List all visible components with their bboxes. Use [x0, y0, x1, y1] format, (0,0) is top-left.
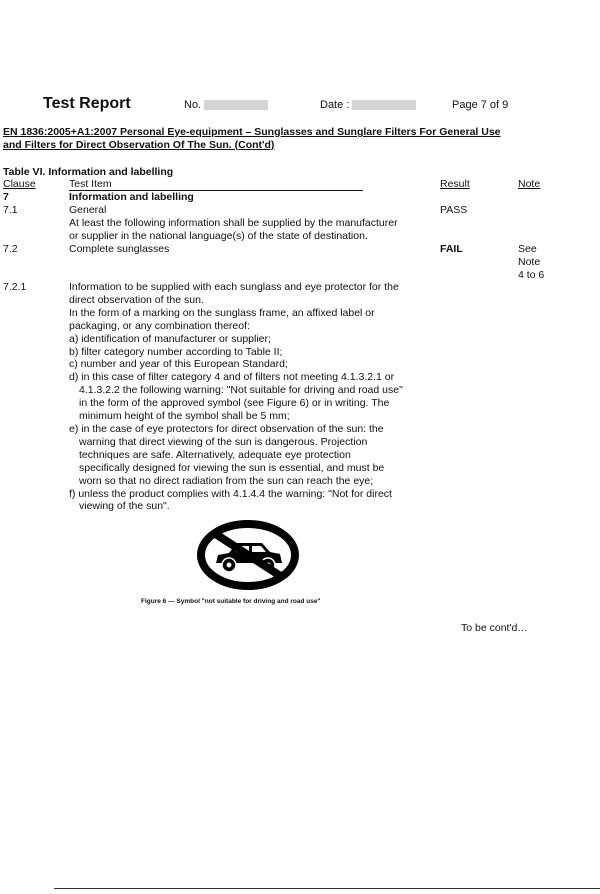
- clause-7-2: 7.2: [3, 243, 18, 255]
- list-item-d-cont: 4.1.3.2.2 the following warning: "Not suitable for driving and road use": [79, 384, 403, 397]
- list-item-d-cont: minimum height of the symbol shall be 5 mm;: [79, 410, 290, 423]
- column-header-result: Result: [440, 178, 470, 190]
- item-7-2-1-text: [69, 281, 439, 513]
- list-item-d-cont: in the form of the approved symbol (see Figure 6) or in writing. The: [79, 397, 390, 410]
- list-item-c: c) number and year of this European Standard;: [69, 358, 288, 371]
- clause-7-2-1: 7.2.1: [3, 281, 27, 293]
- text-line: In the form of a marking on the sunglass frame, an affixed label or: [69, 306, 375, 319]
- item-7-1-line3: or supplier in the national language(s) of the state of destination.: [69, 230, 368, 242]
- report-date-label: Date :: [320, 99, 350, 111]
- footer-divider: [54, 888, 600, 889]
- list-item-f: f) unless the product complies with 4.1.4.4 the warning: "Not for direct: [69, 487, 392, 500]
- report-title: Test Report: [43, 95, 131, 112]
- item-7-1-line2: At least the following information shall be supplied by the manufacturer: [69, 217, 398, 229]
- column-header-clause: Clause: [3, 178, 36, 190]
- text-line: Information to be supplied with each sunglass and eye protector for the: [69, 281, 399, 293]
- table-title: Table VI. Information and labelling: [3, 166, 174, 178]
- column-header-test-item: Test Item: [69, 178, 112, 190]
- report-date: [320, 99, 416, 111]
- list-item-e: e) in the case of eye protectors for direct observation of the sun: the: [69, 422, 384, 435]
- text-line: packaging, or any combination thereof:: [69, 319, 250, 332]
- note-7-2-line2: Note: [518, 256, 541, 268]
- list-item-e-cont: techniques are safe. Alternatively, adequate eye protection: [79, 448, 351, 461]
- result-7-2: FAIL: [440, 243, 463, 255]
- redacted-date: [352, 100, 416, 110]
- text-line: direct observation of the sun.: [69, 293, 204, 306]
- standard-title-line2: and Filters for Direct Observation Of The Sun. (Cont'd): [3, 138, 275, 151]
- standard-title-line1: EN 1836:2005+A1:2007 Personal Eye-equipment – Sunglasses and Sunglare Filters For General Use: [3, 126, 501, 138]
- list-item-d: d) in this case of filter category 4 and of filters not meeting 4.1.3.2.1 or: [69, 371, 395, 384]
- redacted-number: [204, 100, 268, 110]
- list-item-f-cont: viewing of the sun".: [79, 500, 170, 513]
- note-7-2-line1: See: [518, 243, 537, 255]
- standard-title: [3, 126, 563, 151]
- note-7-2-line3: 4 to 6: [518, 269, 545, 281]
- page-number: Page 7 of 9: [452, 99, 509, 111]
- column-header-note: Note: [518, 178, 541, 190]
- result-7-1: PASS: [440, 204, 468, 216]
- clause-7: 7: [3, 191, 9, 203]
- item-7-2: Complete sunglasses: [69, 243, 170, 255]
- clause-7-1: 7.1: [3, 204, 18, 216]
- report-number: [184, 99, 268, 111]
- list-item-e-cont: specifically designed for viewing the sun is essential, and must be: [79, 461, 385, 474]
- list-item-e-cont: warning that direct viewing of the sun is dangerous. Projection: [79, 435, 368, 448]
- no-driving-symbol-icon: [196, 519, 300, 591]
- figure-caption: Figure 6 — Symbol "not suitable for driving and road use": [141, 598, 321, 605]
- item-7: Information and labelling: [69, 191, 194, 203]
- item-7-1: General: [69, 204, 107, 216]
- list-item-a: a) identification of manufacturer or supplier;: [69, 332, 271, 345]
- report-number-label: No.: [184, 99, 202, 111]
- continued-note: To be cont'd…: [461, 622, 528, 634]
- list-item-e-cont: worn so that no direct radiation from the sun can reach the eye;: [79, 474, 374, 487]
- list-item-b: b) filter category number according to Table II;: [69, 345, 283, 358]
